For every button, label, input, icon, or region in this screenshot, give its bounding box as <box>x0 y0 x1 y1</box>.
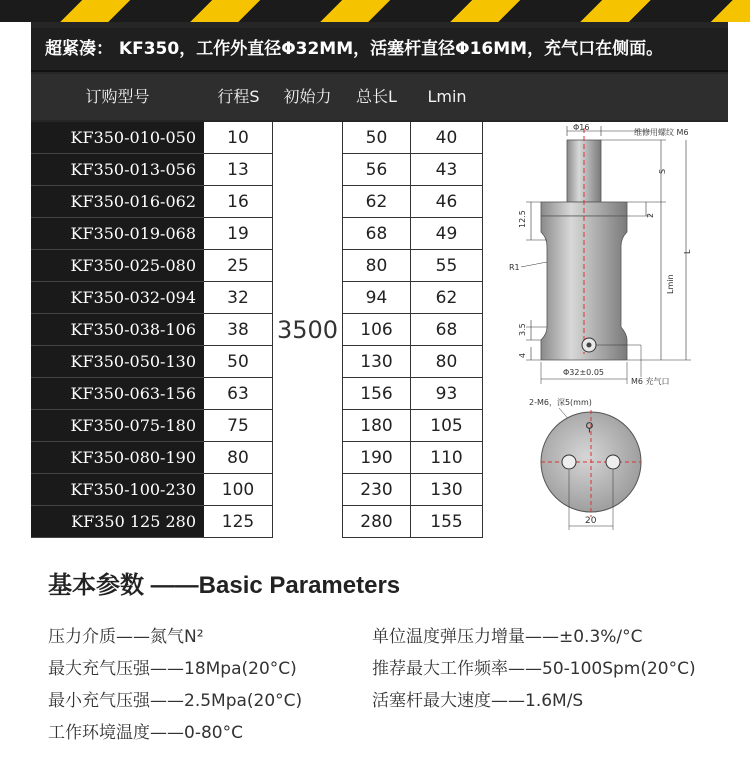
table-row <box>31 442 486 474</box>
lmin-cell: 68 <box>411 314 483 346</box>
lmin-cell: 46 <box>411 186 483 218</box>
dim-2-label: 2 <box>646 212 655 218</box>
param-temp-range: 工作环境温度——0-80°C <box>48 723 243 743</box>
table-row <box>31 506 486 538</box>
technical-drawing <box>501 122 728 539</box>
params-heading: 基本参数 ——Basic Parameters <box>48 572 401 599</box>
length-cell: 68 <box>342 218 411 250</box>
bottom-hole-right <box>606 455 620 469</box>
length-cell: 280 <box>342 506 411 538</box>
model-cell: KF350-016-062 <box>31 186 204 218</box>
dim-3-5-label: 3.5 <box>518 323 527 336</box>
model-cell: KF350-038-106 <box>31 314 204 346</box>
param-max-pressure: 最大充气压强——18Mpa(20°C) <box>48 659 297 679</box>
lmin-cell: 55 <box>411 250 483 282</box>
stroke-dim-label: S <box>658 168 667 174</box>
rod-diameter-label: Φ16 <box>573 123 590 132</box>
header-model: 订购型号 <box>85 87 150 106</box>
param-max-speed: 活塞杆最大速度——1.6M/S <box>372 691 584 711</box>
param-min-pressure: 最小充气压强——2.5Mpa(20°C) <box>48 691 303 711</box>
table-row <box>31 186 486 218</box>
table-row <box>31 474 486 506</box>
hazard-stripe-banner <box>0 0 750 22</box>
stroke-cell: 75 <box>204 410 273 442</box>
header-lmin: Lmin <box>427 87 467 106</box>
model-cell: KF350-032-094 <box>31 282 204 314</box>
lmin-cell: 155 <box>411 506 483 538</box>
lmin-cell: 40 <box>411 122 483 154</box>
model-cell: KF350-080-190 <box>31 442 204 474</box>
length-cell: 80 <box>342 250 411 282</box>
cylinder-drawing <box>501 122 728 539</box>
model-cell: KF350-063-156 <box>31 378 204 410</box>
stroke-cell: 25 <box>204 250 273 282</box>
model-cell: KF350-050-130 <box>31 346 204 378</box>
length-cell: 62 <box>342 186 411 218</box>
stroke-cell: 19 <box>204 218 273 250</box>
table-row <box>31 314 486 346</box>
spec-table-body <box>31 122 728 539</box>
bottom-hole-left <box>562 455 576 469</box>
lmin-cell: 93 <box>411 378 483 410</box>
bottom-holes-note: 2-M6，深5(mm) <box>529 398 592 407</box>
model-cell: KF350-013-056 <box>31 154 204 186</box>
table-row <box>31 282 486 314</box>
lmin-cell: 62 <box>411 282 483 314</box>
length-dim-label: L <box>683 249 692 254</box>
lmin-cell: 110 <box>411 442 483 474</box>
lmin-cell: 43 <box>411 154 483 186</box>
table-row <box>31 346 486 378</box>
dim-4-label: 4 <box>518 352 527 358</box>
body-diameter-label: Φ32±0.05 <box>563 368 604 377</box>
stroke-cell: 100 <box>204 474 273 506</box>
spec-rows <box>31 122 486 538</box>
port-note: M6 充气口 <box>631 377 670 386</box>
table-row <box>31 378 486 410</box>
stroke-cell: 63 <box>204 378 273 410</box>
stroke-cell: 125 <box>204 506 273 538</box>
table-row <box>31 410 486 442</box>
param-temp-increase: 单位温度弹压力增量——±0.3%/°C <box>372 627 643 647</box>
length-cell: 230 <box>342 474 411 506</box>
stroke-cell: 13 <box>204 154 273 186</box>
hole-spacing-label: 20 <box>585 516 597 526</box>
table-row <box>31 154 486 186</box>
header-stroke: 行程S <box>217 87 260 106</box>
model-cell: KF350 125 280 <box>31 506 204 538</box>
lmin-cell: 80 <box>411 346 483 378</box>
length-cell: 56 <box>342 154 411 186</box>
product-title-bar: 超紧凑： KF350，工作外直径Φ32MM，活塞杆直径Φ16MM，充气口在侧面。 <box>31 28 728 72</box>
lmin-cell: 105 <box>411 410 483 442</box>
length-cell: 180 <box>342 410 411 442</box>
lmin-cell: 49 <box>411 218 483 250</box>
model-cell: KF350-010-050 <box>31 122 204 154</box>
header-length: 总长L <box>356 87 397 106</box>
stroke-cell: 38 <box>204 314 273 346</box>
stroke-cell: 10 <box>204 122 273 154</box>
radius-label: R1 <box>509 263 520 272</box>
length-cell: 156 <box>342 378 411 410</box>
lmin-cell: 130 <box>411 474 483 506</box>
length-cell: 94 <box>342 282 411 314</box>
model-cell: KF350-025-080 <box>31 250 204 282</box>
model-cell: KF350-019-068 <box>31 218 204 250</box>
dim-12-5-label: 12.5 <box>518 210 527 228</box>
table-row <box>31 218 486 250</box>
table-row <box>31 250 486 282</box>
stroke-cell: 32 <box>204 282 273 314</box>
stroke-cell: 16 <box>204 186 273 218</box>
header-force: 初始力 <box>283 87 332 106</box>
stroke-cell: 80 <box>204 442 273 474</box>
length-cell: 106 <box>342 314 411 346</box>
thread-note: 维修用螺纹 M6 <box>634 128 689 137</box>
model-cell: KF350-100-230 <box>31 474 204 506</box>
param-max-frequency: 推荐最大工作频率——50-100Spm(20°C) <box>372 659 696 679</box>
initial-force-value: 3500 <box>276 316 339 344</box>
lmin-dim-label: Lmin <box>666 274 675 294</box>
stroke-cell: 50 <box>204 346 273 378</box>
symbol-mark: ⚲ <box>585 420 594 434</box>
gas-port-hole <box>587 343 592 348</box>
table-header <box>31 74 728 120</box>
length-cell: 50 <box>342 122 411 154</box>
model-cell: KF350-075-180 <box>31 410 204 442</box>
length-cell: 190 <box>342 442 411 474</box>
length-cell: 130 <box>342 346 411 378</box>
param-medium: 压力介质——氮气N² <box>48 627 204 647</box>
table-row <box>31 122 486 154</box>
